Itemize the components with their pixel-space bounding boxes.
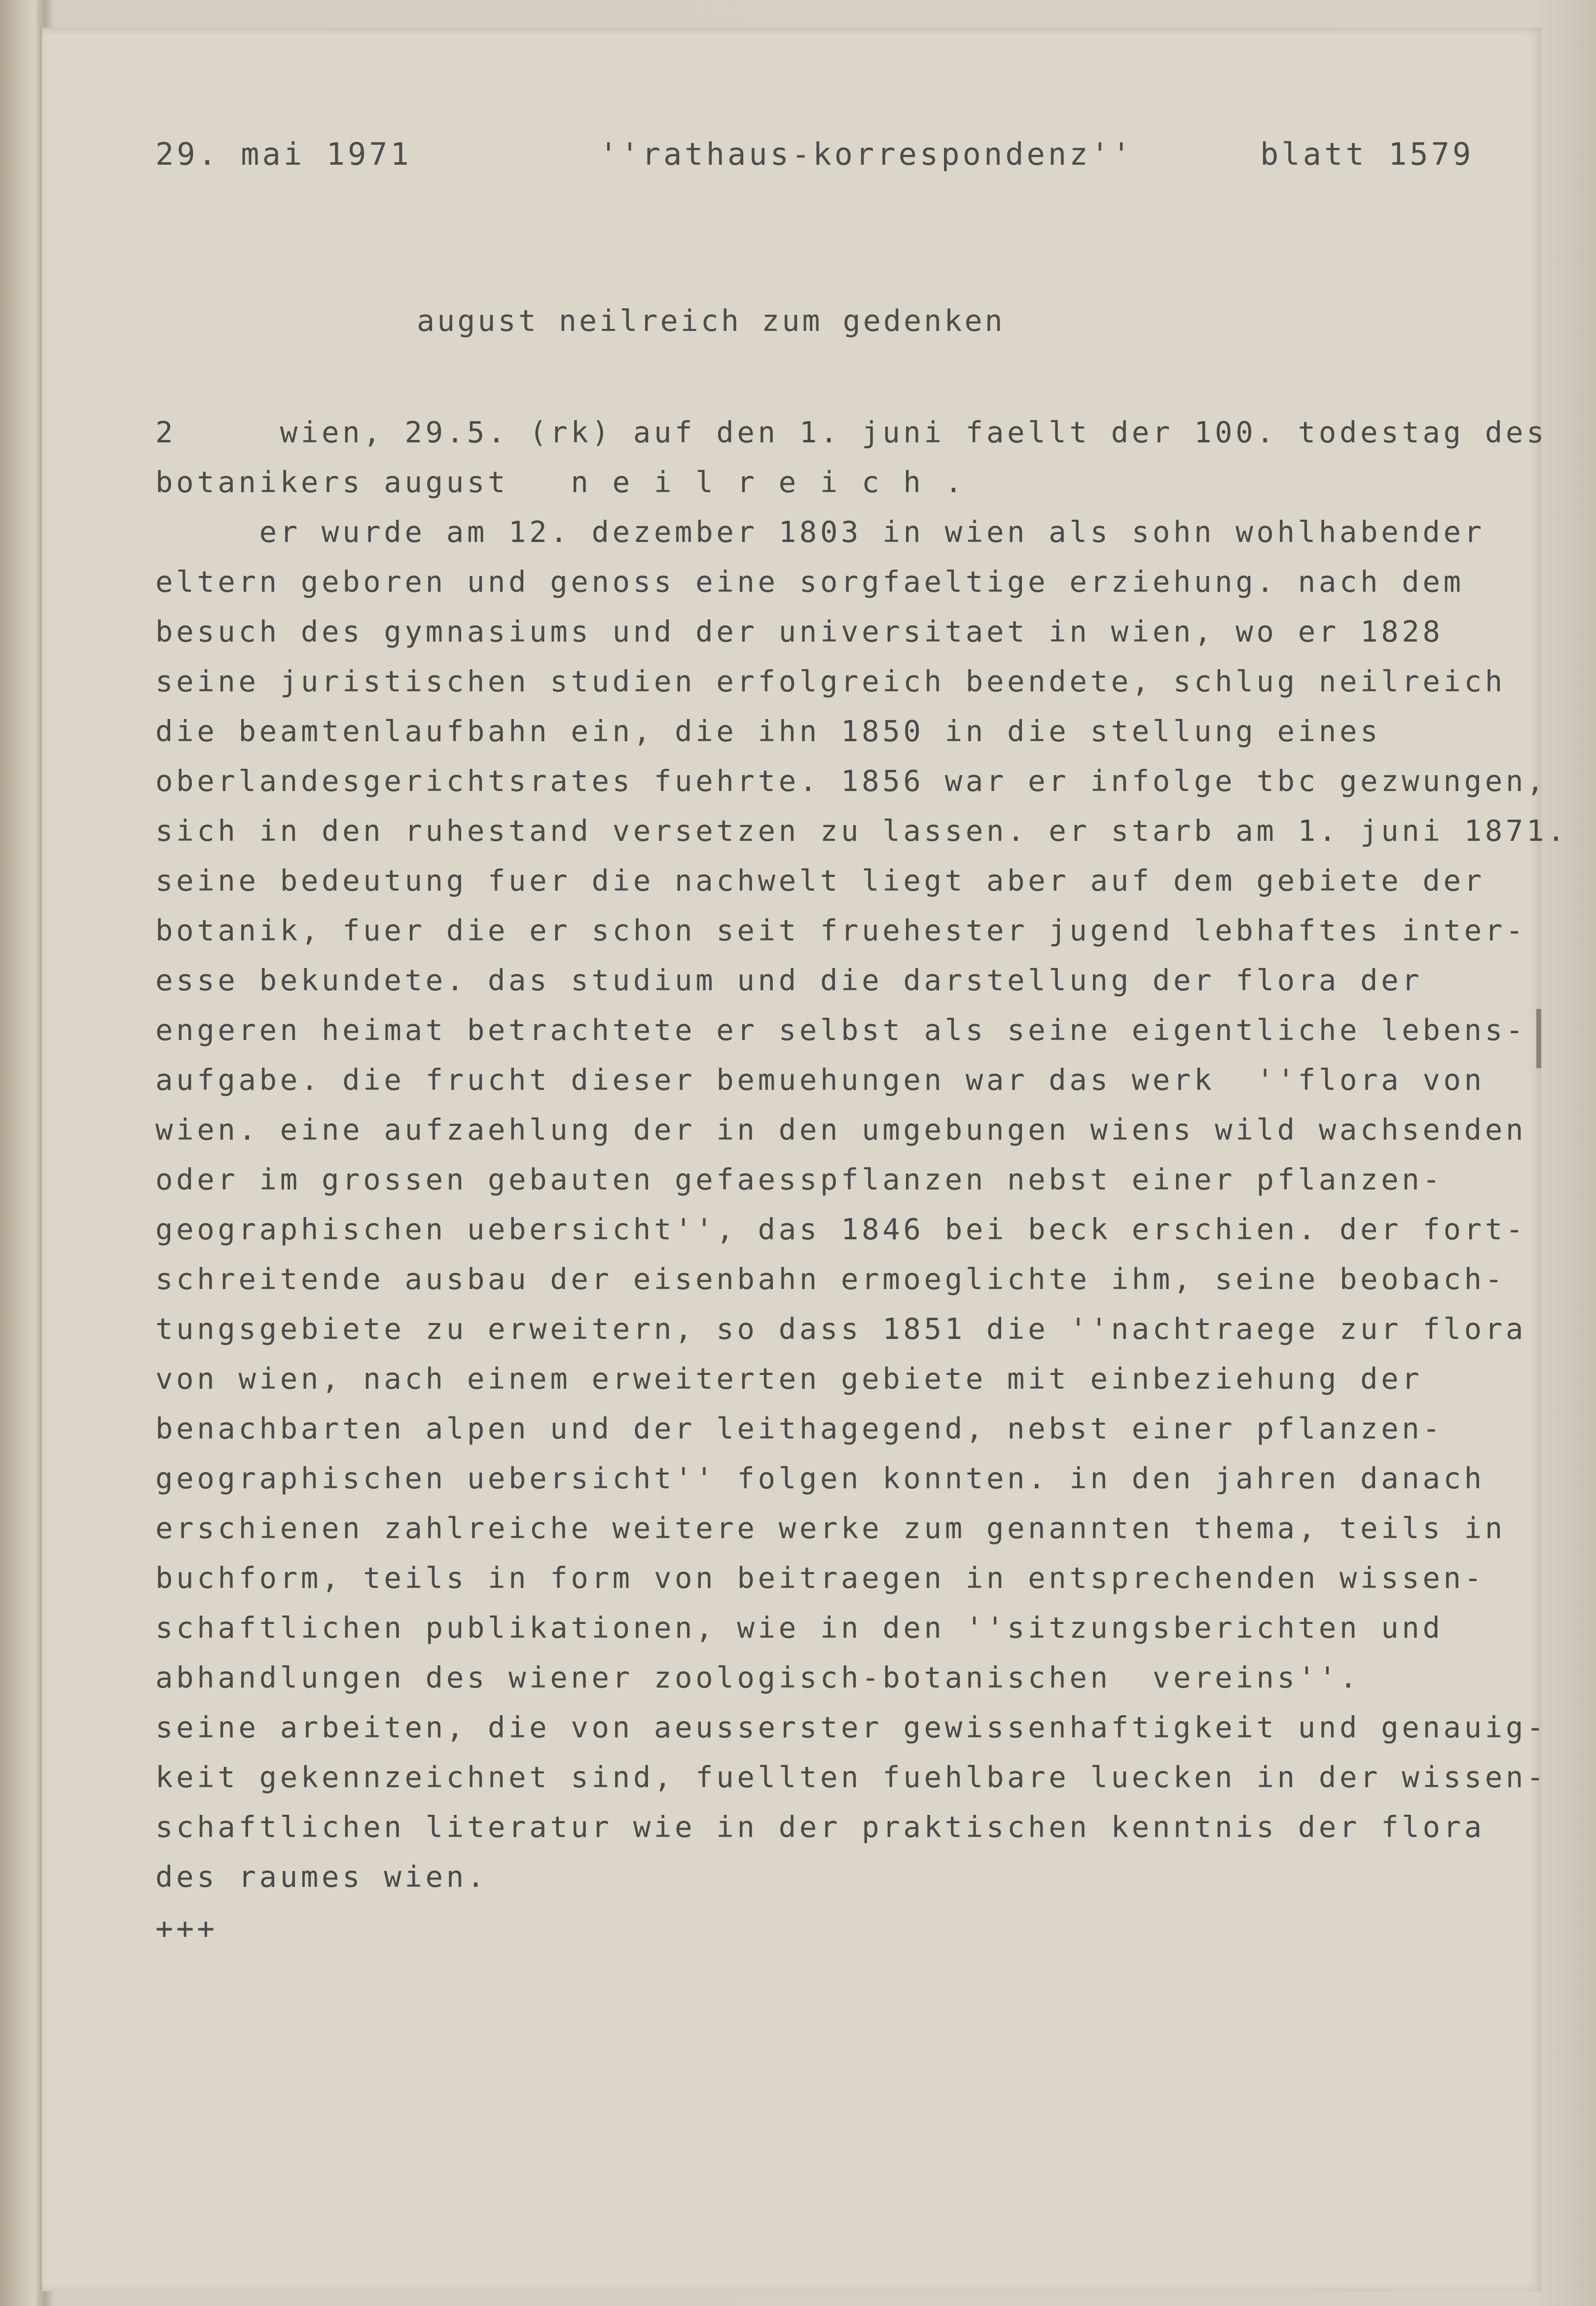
previous-page-edge xyxy=(0,0,40,2306)
body-line: botanik, fuer die er schon seit fruehester jugend lebhaftes inter- xyxy=(155,913,1526,947)
body-line: schaftlichen literatur wie in der praktischen kenntnis der flora xyxy=(155,1810,1485,1844)
body-line: sich in den ruhestand versetzen zu lassen. er starb am 1. juni 1871. xyxy=(155,814,1568,848)
body-line: des raumes wien. xyxy=(155,1860,488,1894)
body-line: schreitende ausbau der eisenbahn ermoeglichte ihm, seine beobach- xyxy=(155,1262,1506,1296)
body-line: geographischen uebersicht'' folgen konnten. in den jahren danach xyxy=(155,1461,1485,1495)
body-line: er wurde am 12. dezember 1803 in wien als sohn wohlhabender xyxy=(155,515,1485,549)
body-line: eltern geboren und genoss eine sorgfaeltige erziehung. nach dem xyxy=(155,565,1464,599)
body-line: 2 wien, 29.5. (rk) auf den 1. juni faellt der 100. todestag des xyxy=(155,415,1548,449)
article-body xyxy=(155,407,1568,1902)
body-line: oberlandesgerichtsrates fuehrte. 1856 war er infolge tbc gezwungen, xyxy=(155,764,1548,798)
body-line: erschienen zahlreiche weitere werke zum genannten thema, teils in xyxy=(155,1511,1506,1545)
body-line: geographischen uebersicht'', das 1846 bei beck erschien. der fort- xyxy=(155,1212,1526,1246)
body-line: aufgabe. die frucht dieser bemuehungen war das werk ''flora von xyxy=(155,1063,1485,1097)
body-line: seine juristischen studien erfolgreich beendete, schlug neilreich xyxy=(155,664,1506,698)
body-line: seine bedeutung fuer die nachwelt liegt aber auf dem gebiete der xyxy=(155,864,1485,898)
header-page-number: blatt 1579 xyxy=(1260,136,1474,172)
margin-mark xyxy=(1536,1009,1541,1068)
body-line: von wien, nach einem erweiterten gebiete mit einbeziehung der xyxy=(155,1362,1423,1396)
article-title: august neilreich zum gedenken xyxy=(417,304,1005,338)
body-line: schaftlichen publikationen, wie in den ''sitzungsberichten und xyxy=(155,1611,1444,1645)
body-line: oder im grossen gebauten gefaesspflanzen nebst einer pflanzen- xyxy=(155,1162,1444,1196)
body-line: besuch des gymnasiums und der universitaet in wien, wo er 1828 xyxy=(155,614,1444,649)
body-line: esse bekundete. das studium und die darstellung der flora der xyxy=(155,963,1423,997)
body-line: buchform, teils in form von beitraegen in entsprechenden wissen- xyxy=(155,1561,1485,1595)
end-mark: +++ xyxy=(155,1911,218,1946)
body-line: botanikers august n e i l r e i c h . xyxy=(155,465,966,499)
body-line: engeren heimat betrachtete er selbst als seine eigentliche lebens- xyxy=(155,1013,1526,1047)
document-page xyxy=(40,28,1568,2291)
body-line: wien. eine aufzaehlung der in den umgebungen wiens wild wachsenden xyxy=(155,1113,1526,1147)
body-line: tungsgebiete zu erweitern, so dass 1851 die ''nachtraege zur flora xyxy=(155,1312,1526,1346)
body-line: seine arbeiten, die von aeusserster gewissenhaftigkeit und genauig- xyxy=(155,1710,1548,1744)
header-publication: ''rathaus-korrespondenz'' xyxy=(599,136,1134,172)
body-line: die beamtenlaufbahn ein, die ihn 1850 in die stellung eines xyxy=(155,714,1381,748)
body-line: keit gekennzeichnet sind, fuellten fuehlbare luecken in der wissen- xyxy=(155,1760,1548,1794)
header-date: 29. mai 1971 xyxy=(155,136,412,172)
body-line: benachbarten alpen und der leithagegend, nebst einer pflanzen- xyxy=(155,1411,1444,1445)
body-line: abhandlungen des wiener zoologisch-botanischen vereins''. xyxy=(155,1660,1361,1694)
